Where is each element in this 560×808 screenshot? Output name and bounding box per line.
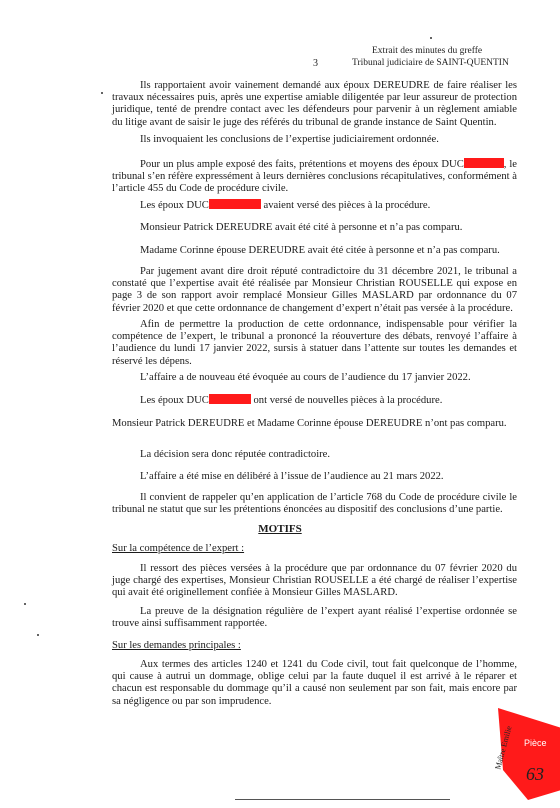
paragraph: Il convient de rappeler qu’en application de l’article 768 du Code de procédure civile le tribunal ne statut que sur les prétentions énoncées au dispositif des conclusions d’une partie. xyxy=(112,492,517,516)
stamp-text: Maître Emilie xyxy=(493,725,514,771)
header-line-1: Extrait des minutes du greffe xyxy=(372,46,483,56)
scan-speck xyxy=(24,603,26,605)
paragraph-redacted xyxy=(112,158,517,196)
paragraph: Madame Corinne épouse DEREUDRE avait été citée à personne et n’a pas comparu. xyxy=(140,245,500,256)
subheading-demandes: Sur les demandes principales : xyxy=(112,640,241,651)
paragraph: Aux termes des articles 1240 et 1241 du Code civil, tout fait quelconque de l’homme, qui cause à autrui un dommage, oblige celui par la faute duquel il est arrivé à le réparer et chacun est responsable du dommage qu’il a causé non seulement par son fait, mais encore par sa négligence ou par son imprudence. xyxy=(112,659,517,707)
scan-speck xyxy=(37,634,39,636)
paragraph: Afin de permettre la production de cette ordonnance, indispensable pour vérifier la compétence de l’expert, le tribunal a prononcé la réouverture des débats, renvoyé l’affaire à l’audience du lundi 17 janvier 2022, sursis à statuer dans l’attente sur toutes les demandes et réservé les dépens. xyxy=(112,319,517,367)
paragraph: Par jugement avant dire droit réputé contradictoire du 31 décembre 2021, le tribunal a constaté que l’expertise avait été réalisée par Monsieur Christian ROUSELLE qui expose en page 3 de son rapport avoir remplacé Monsieur Gilles MASLARD par ordonnance du 07 février 2020 et que cette ordonnance de changement d’expert n’était pas versée à la procédure. xyxy=(112,266,517,314)
paragraph: L’affaire a été mise en délibéré à l’issue de l’audience au 21 mars 2022. xyxy=(140,471,444,482)
scan-speck xyxy=(430,37,432,39)
text: ont versé de nouvelles pièces à la procédure. xyxy=(250,395,443,406)
text: Pour un plus ample exposé des faits, prétentions et moyens des époux DUC xyxy=(140,159,464,170)
redaction-mark xyxy=(464,158,504,168)
handwritten-number: 63 xyxy=(526,764,544,784)
paragraph: La décision sera donc réputée contradictoire. xyxy=(140,449,331,460)
paragraph: Monsieur Patrick DEREUDRE et Madame Corinne épouse DEREUDRE n’ont pas comparu. xyxy=(112,418,507,429)
paragraph-redacted xyxy=(112,199,517,212)
paragraph: La preuve de la désignation régulière de l’expert ayant réalisé l’expertise ordonnée se trouve ainsi suffisamment rapportée. xyxy=(112,606,517,630)
redaction-mark xyxy=(498,708,560,800)
scan-speck xyxy=(101,92,103,94)
subheading-competence: Sur la compétence de l’expert : xyxy=(112,543,245,554)
paragraph: Il ressort des pièces versées à la procédure que par ordonnance du 07 février 2020 du juge chargé des expertises, Monsieur Christian ROUSELLE a été chargé de réaliser l’expertise qui avait été originellement confiée à Monsieur Gilles MASLARD. xyxy=(112,563,517,599)
text: , le tribunal s’en réfère expressément à leurs dernières conclusions récapitulatives, conformément à l’article 455 du Code de procédure civile. xyxy=(112,159,517,195)
paragraph: L’affaire a de nouveau été évoquée au cours de l’audience du 17 janvier 2022. xyxy=(140,372,471,383)
header-line-2: Tribunal judiciaire de SAINT-QUENTIN xyxy=(352,58,509,68)
paragraph-redacted xyxy=(112,394,517,407)
page-number: 3 xyxy=(313,58,318,69)
redaction-mark xyxy=(209,394,251,404)
section-title-motifs: MOTIFS xyxy=(258,523,302,535)
paragraph: Monsieur Patrick DEREUDRE avait été cité à personne et n’a pas comparu. xyxy=(140,222,463,233)
paragraph: Ils invoquaient les conclusions de l’expertise judiciairement ordonnée. xyxy=(140,134,439,145)
redaction-mark xyxy=(209,199,261,209)
stamp-text-2: Pièce xyxy=(524,738,547,748)
lawyer-stamp xyxy=(488,700,560,800)
bottom-rule xyxy=(235,799,450,800)
text: Les époux DUC xyxy=(140,395,209,406)
paragraph: Ils rapportaient avoir vainement demandé aux époux DEREUDRE de faire réaliser les travaux nécessaires puis, après une expertise amiable diligentée par leur assureur de protection juridique, tenté de prendre contact avec les défendeurs pour parvenir à un règlement amiable du litige avant de saisir le juge des référés du tribunal de grande instance de Saint Quentin. xyxy=(112,80,517,128)
text: Les époux DUC xyxy=(140,200,209,211)
text: avaient versé des pièces à la procédure. xyxy=(260,200,431,211)
